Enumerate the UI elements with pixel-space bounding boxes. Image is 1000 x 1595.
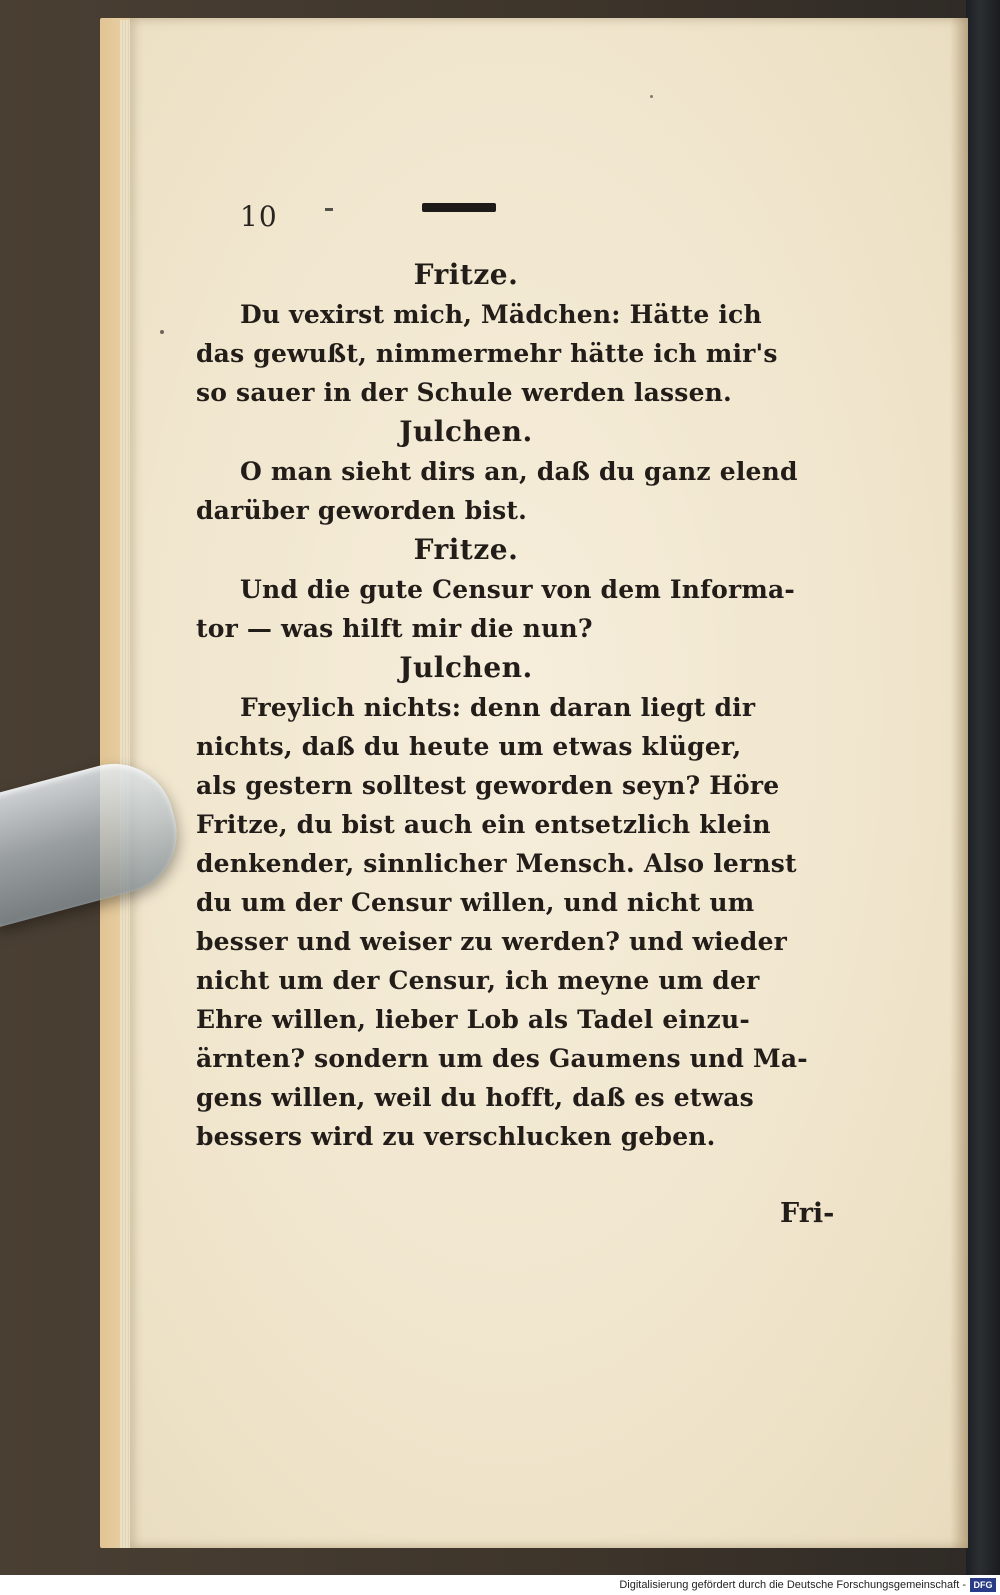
text-line: nicht um der Censur, ich meyne um der [196, 966, 760, 995]
digitization-credit [0, 1575, 1000, 1595]
speaker-heading: Fritze. [413, 258, 519, 291]
catchword: Fri- [780, 1198, 835, 1229]
page-gutter [950, 18, 968, 1548]
page-text [196, 256, 808, 1157]
header-rule [422, 203, 496, 212]
scanner-board [966, 0, 1000, 1575]
text-line: das gewußt, nimmermehr hätte ich mir's [196, 339, 778, 368]
ink-speck [160, 330, 164, 334]
text-line: als gestern solltest geworden seyn? Höre [196, 771, 780, 800]
ink-speck [650, 95, 653, 98]
text-line: Freylich nichts: denn daran liegt dir [240, 693, 756, 722]
speaker-heading: Fritze. [413, 533, 519, 566]
text-line: Und die gute Censur von dem Informa- [240, 575, 795, 604]
text-line: besser und weiser zu werden? und wieder [196, 927, 788, 956]
page-number: 10 [240, 200, 278, 233]
speaker-heading: Julchen. [399, 651, 533, 684]
text-line: Fritze, du bist auch ein entsetzlich klein [196, 810, 771, 839]
text-line: ärnten? sondern um des Gaumens und Ma- [196, 1044, 808, 1073]
text-line: O man sieht dirs an, daß du ganz elend [240, 457, 798, 486]
text-line: darüber geworden bist. [196, 496, 528, 525]
text-line: Ehre willen, lieber Lob als Tadel einzu- [196, 1005, 750, 1034]
text-line: du um der Censur willen, und nicht um [196, 888, 755, 917]
text-line: tor — was hilft mir die nun? [196, 614, 593, 643]
text-line: denkender, sinnlicher Mensch. Also lernst [196, 849, 797, 878]
speaker-heading: Julchen. [399, 415, 533, 448]
text-line: gens willen, weil du hofft, daß es etwas [196, 1083, 754, 1112]
dfg-logo: DFG [970, 1578, 996, 1592]
credit-text: Digitalisierung gefördert durch die Deutsche Forschungsgemeinschaft - [619, 1579, 966, 1591]
text-line: Du vexirst mich, Mädchen: Hätte ich [240, 300, 762, 329]
text-line: bessers wird zu verschlucken geben. [196, 1122, 716, 1151]
header-mark [325, 208, 333, 211]
text-line: nichts, daß du heute um etwas klüger, [196, 732, 742, 761]
text-line: so sauer in der Schule werden lassen. [196, 378, 732, 407]
